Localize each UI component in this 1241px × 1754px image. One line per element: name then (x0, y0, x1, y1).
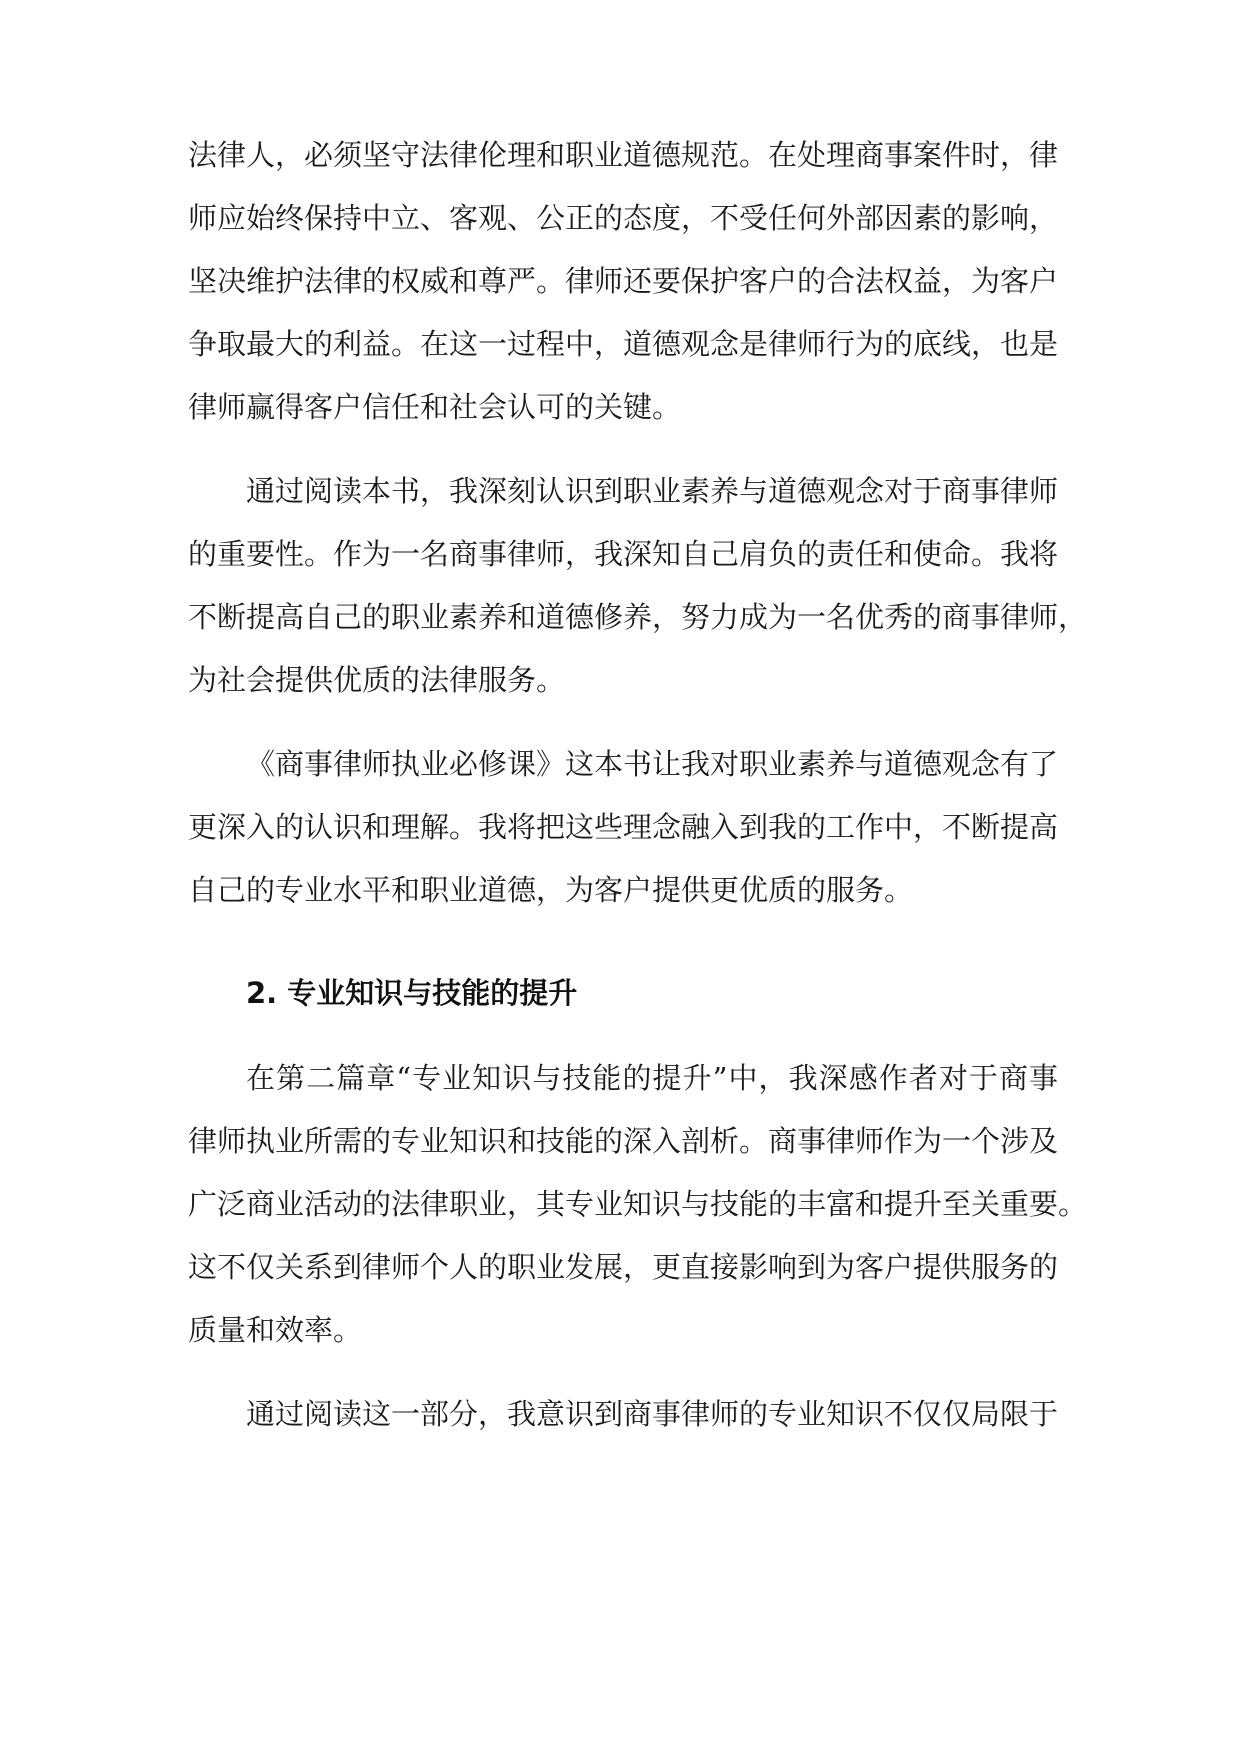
paragraph-line: 为社会提供优质的法律服务。 (188, 663, 566, 697)
paragraph-line: 质量和效率。 (188, 1313, 363, 1347)
paragraph-line: 法律人，必须坚守法律伦理和职业道德规范。在处理商事案件时，律 (188, 138, 1059, 172)
paragraph-line: 律师赢得客户信任和社会认可的关键。 (188, 390, 682, 424)
paragraph-line: 《商事律师执业必修课》这本书让我对职业素养与道德观念有了 (246, 747, 1059, 781)
paragraph-line: 在第二篇章“专业知识与技能的提升”中，我深感作者对于商事 (246, 1061, 1058, 1095)
paragraph-line: 自己的专业水平和职业道德，为客户提供更优质的服务。 (188, 873, 914, 907)
section-heading: 2. 专业知识与技能的提升 (246, 976, 578, 1010)
paragraph-line: 通过阅读本书，我深刻认识到职业素养与道德观念对于商事律师 (246, 474, 1059, 508)
paragraph-line: 律师执业所需的专业知识和技能的深入剖析。商事律师作为一个涉及 (188, 1124, 1059, 1158)
paragraph-line: 师应始终保持中立、客观、公正的态度，不受任何外部因素的影响， (188, 201, 1059, 235)
paragraph-line: 不断提高自己的职业素养和道德修养，努力成为一名优秀的商事律师， (188, 600, 1088, 634)
paragraph-line: 广泛商业活动的法律职业，其专业知识与技能的丰富和提升至关重要。 (188, 1187, 1088, 1221)
paragraph-line: 这不仅关系到律师个人的职业发展，更直接影响到为客户提供服务的 (188, 1250, 1059, 1284)
paragraph-line: 争取最大的利益。在这一过程中，道德观念是律师行为的底线，也是 (188, 327, 1059, 361)
paragraph-line: 更深入的认识和理解。我将把这些理念融入到我的工作中，不断提高 (188, 810, 1059, 844)
paragraph-line: 通过阅读这一部分，我意识到商事律师的专业知识不仅仅局限于 (246, 1397, 1059, 1431)
paragraph-line: 坚决维护法律的权威和尊严。律师还要保护客户的合法权益，为客户 (188, 264, 1059, 298)
paragraph-line: 的重要性。作为一名商事律师，我深知自己肩负的责任和使命。我将 (188, 537, 1059, 571)
